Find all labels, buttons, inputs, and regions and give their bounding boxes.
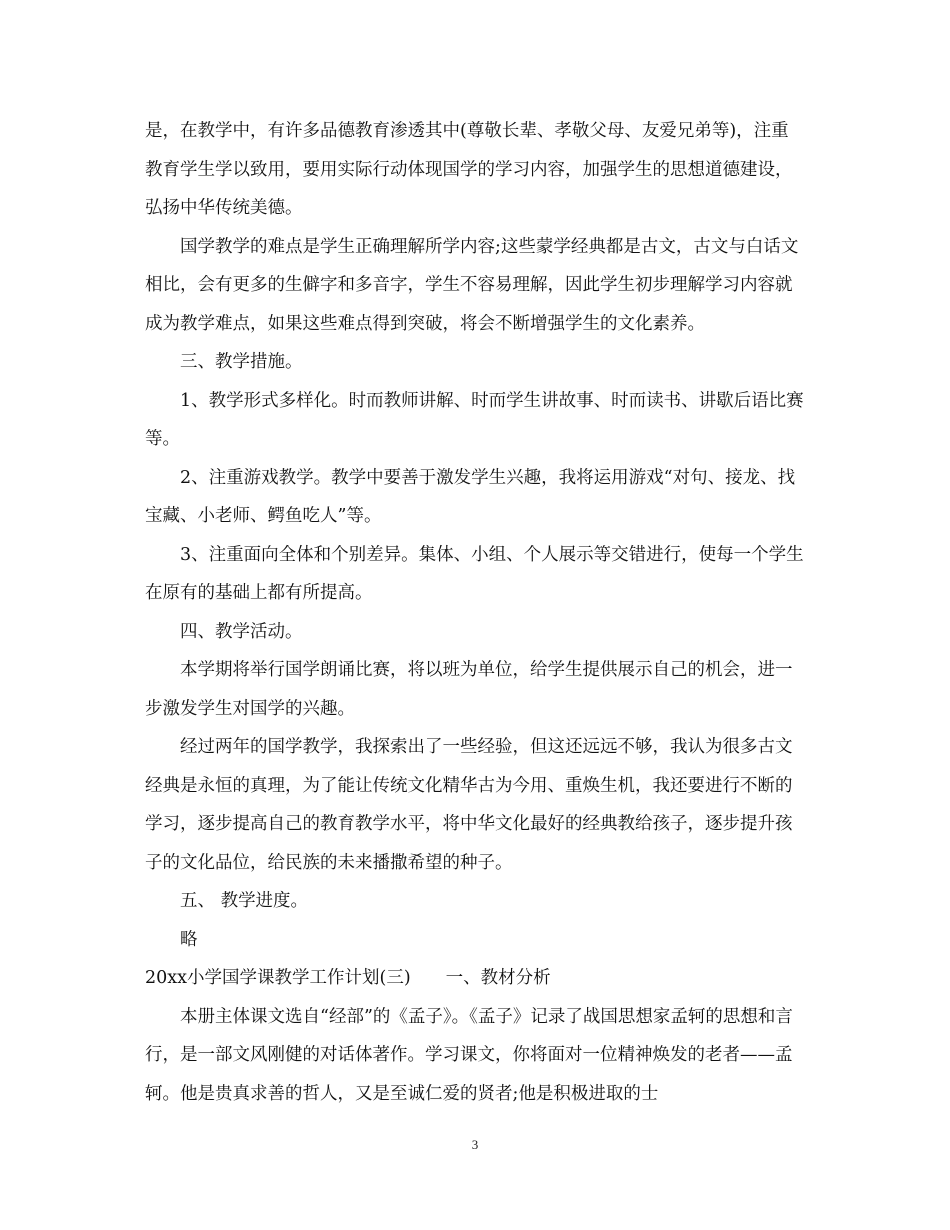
heading-teaching-progress: 五、 教学进度。 [180, 891, 309, 911]
paragraph-teaching-difficulty: 国学教学的难点是学生正确理解所学内容;这些蒙学经典都是古文，古文与白话文相比，会有更多的生僻字和多音字，学生不容易理解，因此学生初步理解学习内容就成为教学难点，如果这些难点得到突破，将会不断增强学生的文化素养。 [145, 236, 799, 334]
paragraph-experience-reflection: 经过两年的国学教学，我探索出了一些经验，但这还远远不够，我认为很多古文经典是永恒的真理，为了能让传统文化精华古为今用、重焕生机，我还要进行不断的学习，逐步提高自己的教育教学水平，将中华文化最好的经典教给孩子，逐步提升孩子的文化品位，给民族的未来播撒希望的种子。 [145, 737, 793, 873]
paragraph-moral-education: 是，在教学中，有许多品德教育渗透其中(尊敬长辈、孝敬父母、友爱兄弟等)，注重教育学生学以致用，要用实际行动体现国学的学习内容，加强学生的思想道德建设，弘扬中华传统美德。 [145, 121, 793, 218]
heading-teaching-activities: 四、教学活动。 [180, 621, 303, 642]
page-number: 3 [471, 1137, 479, 1152]
paragraph-omitted: 略 [180, 929, 198, 950]
paragraph-measure-3: 3、注重面向全体和个别差异。集体、小组、个人展示等交错进行，使每一个学生在原有的基础上都有所提高。 [145, 544, 804, 603]
document-body [145, 112, 805, 1113]
heading-teaching-measures: 三、教学措施。 [180, 352, 303, 372]
heading-plan-three: 20xx小学国学课教学工作计划(三) 一、教材分析 [145, 968, 551, 988]
paragraph-measure-1: 1、教学形式多样化。时而教师讲解、时而学生讲故事、时而读书、讲歇后语比赛等。 [145, 390, 804, 449]
paragraph-recitation-contest: 本学期将举行国学朗诵比赛，将以班为单位，给学生提供展示自己的机会，进一步激发学生对国学的兴趣。 [145, 660, 793, 719]
paragraph-textbook-analysis: 本册主体课文选自“经部”的《孟子》。《孟子》记录了战国思想家孟轲的思想和言行，是一部文风刚健的对话体著作。学习课文，你将面对一位精神焕发的老者——孟轲。他是贵真求善的哲人，又是至诚仁爱的贤者;他是积极进取的士 [145, 1006, 793, 1104]
paragraph-measure-2: 2、注重游戏教学。教学中要善于激发学生兴趣，我将运用游戏“对句、接龙、找宝藏、小老师、鳄鱼吃人”等。 [145, 467, 796, 526]
